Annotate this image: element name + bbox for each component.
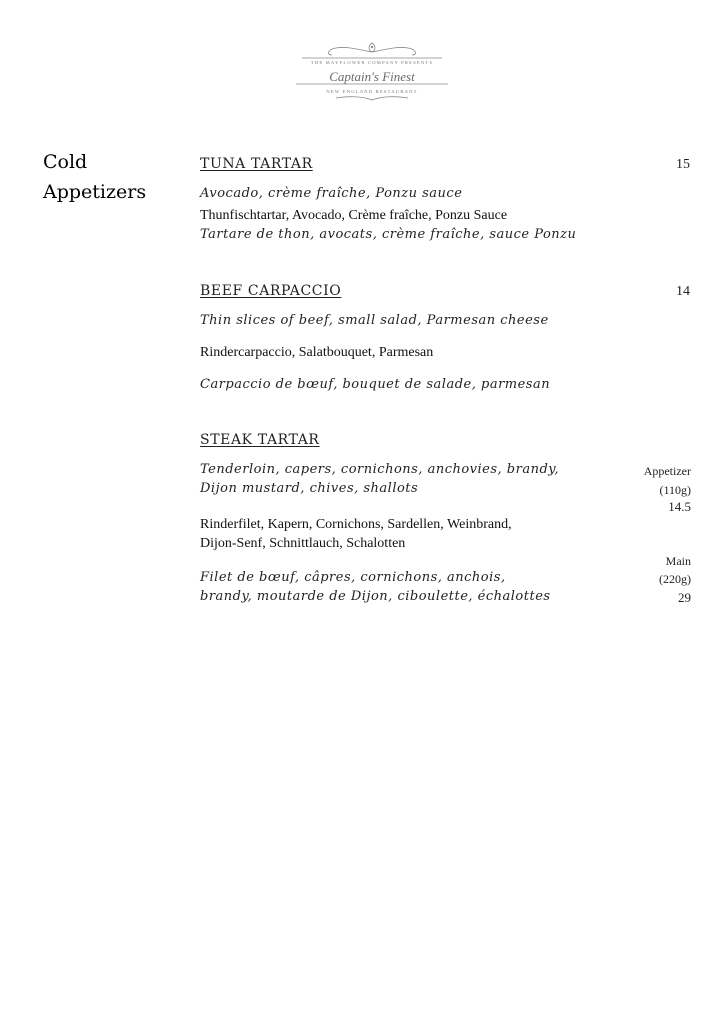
dish-name-tuna-tartar: TUNA TARTAR xyxy=(200,156,313,172)
dish-german-steak-tartar-1: Rinderfilet, Kapern, Cornichons, Sardellen, Weinbrand, xyxy=(200,517,512,532)
dish-french-steak-tartar-1: Filet de bœuf, câpres, cornichons, anchois, xyxy=(200,570,506,585)
restaurant-logo xyxy=(292,40,452,104)
logo-subtitle-text: NEW ENGLAND RESTAURANT xyxy=(326,89,418,94)
dish-english-tuna-tartar: Avocado, crème fraîche, Ponzu sauce xyxy=(200,186,463,201)
main-weight: (220g) xyxy=(659,572,691,586)
dish-french-steak-tartar-2: brandy, moutarde de Dijon, ciboulette, échalottes xyxy=(200,589,551,604)
dish-german-beef-carpaccio: Rindercarpaccio, Salatbouquet, Parmesan xyxy=(200,345,434,360)
section-title-line1: Cold xyxy=(43,151,88,173)
dish-english-steak-tartar-1: Tenderloin, capers, cornichons, anchovies, brandy, xyxy=(200,462,560,477)
section-title-line2: Appetizers xyxy=(43,181,147,203)
dish-french-tuna-tartar: Tartare de thon, avocats, crème fraîche, sauce Ponzu xyxy=(200,227,577,242)
dish-price-tuna-tartar: 15 xyxy=(676,157,690,172)
appetizer-label: Appetizer xyxy=(643,464,691,478)
dish-german-steak-tartar-2: Dijon-Senf, Schnittlauch, Schalotten xyxy=(200,536,406,551)
dish-german-tuna-tartar: Thunfischtartar, Avocado, Crème fraîche, Ponzu Sauce xyxy=(200,208,508,223)
logo-presenter-text: THE MAYFLOWER COMPANY PRESENTS xyxy=(310,60,434,65)
logo-brand-text: Captain's Finest xyxy=(329,69,415,84)
section-title xyxy=(43,147,183,207)
dish-name-beef-carpaccio: BEEF CARPACCIO xyxy=(200,283,342,299)
dish-english-steak-tartar-2: Dijon mustard, chives, shallots xyxy=(200,481,419,496)
dish-price-beef-carpaccio: 14 xyxy=(676,284,690,299)
appetizer-price: 14.5 xyxy=(668,499,691,514)
appetizer-weight: (110g) xyxy=(659,483,691,497)
dish-name-steak-tartar: STEAK TARTAR xyxy=(200,432,320,448)
main-price: 29 xyxy=(678,590,691,605)
dish-english-beef-carpaccio: Thin slices of beef, small salad, Parmesan cheese xyxy=(200,313,549,328)
main-label: Main xyxy=(665,554,691,568)
dish-french-beef-carpaccio: Carpaccio de bœuf, bouquet de salade, parmesan xyxy=(200,377,551,392)
